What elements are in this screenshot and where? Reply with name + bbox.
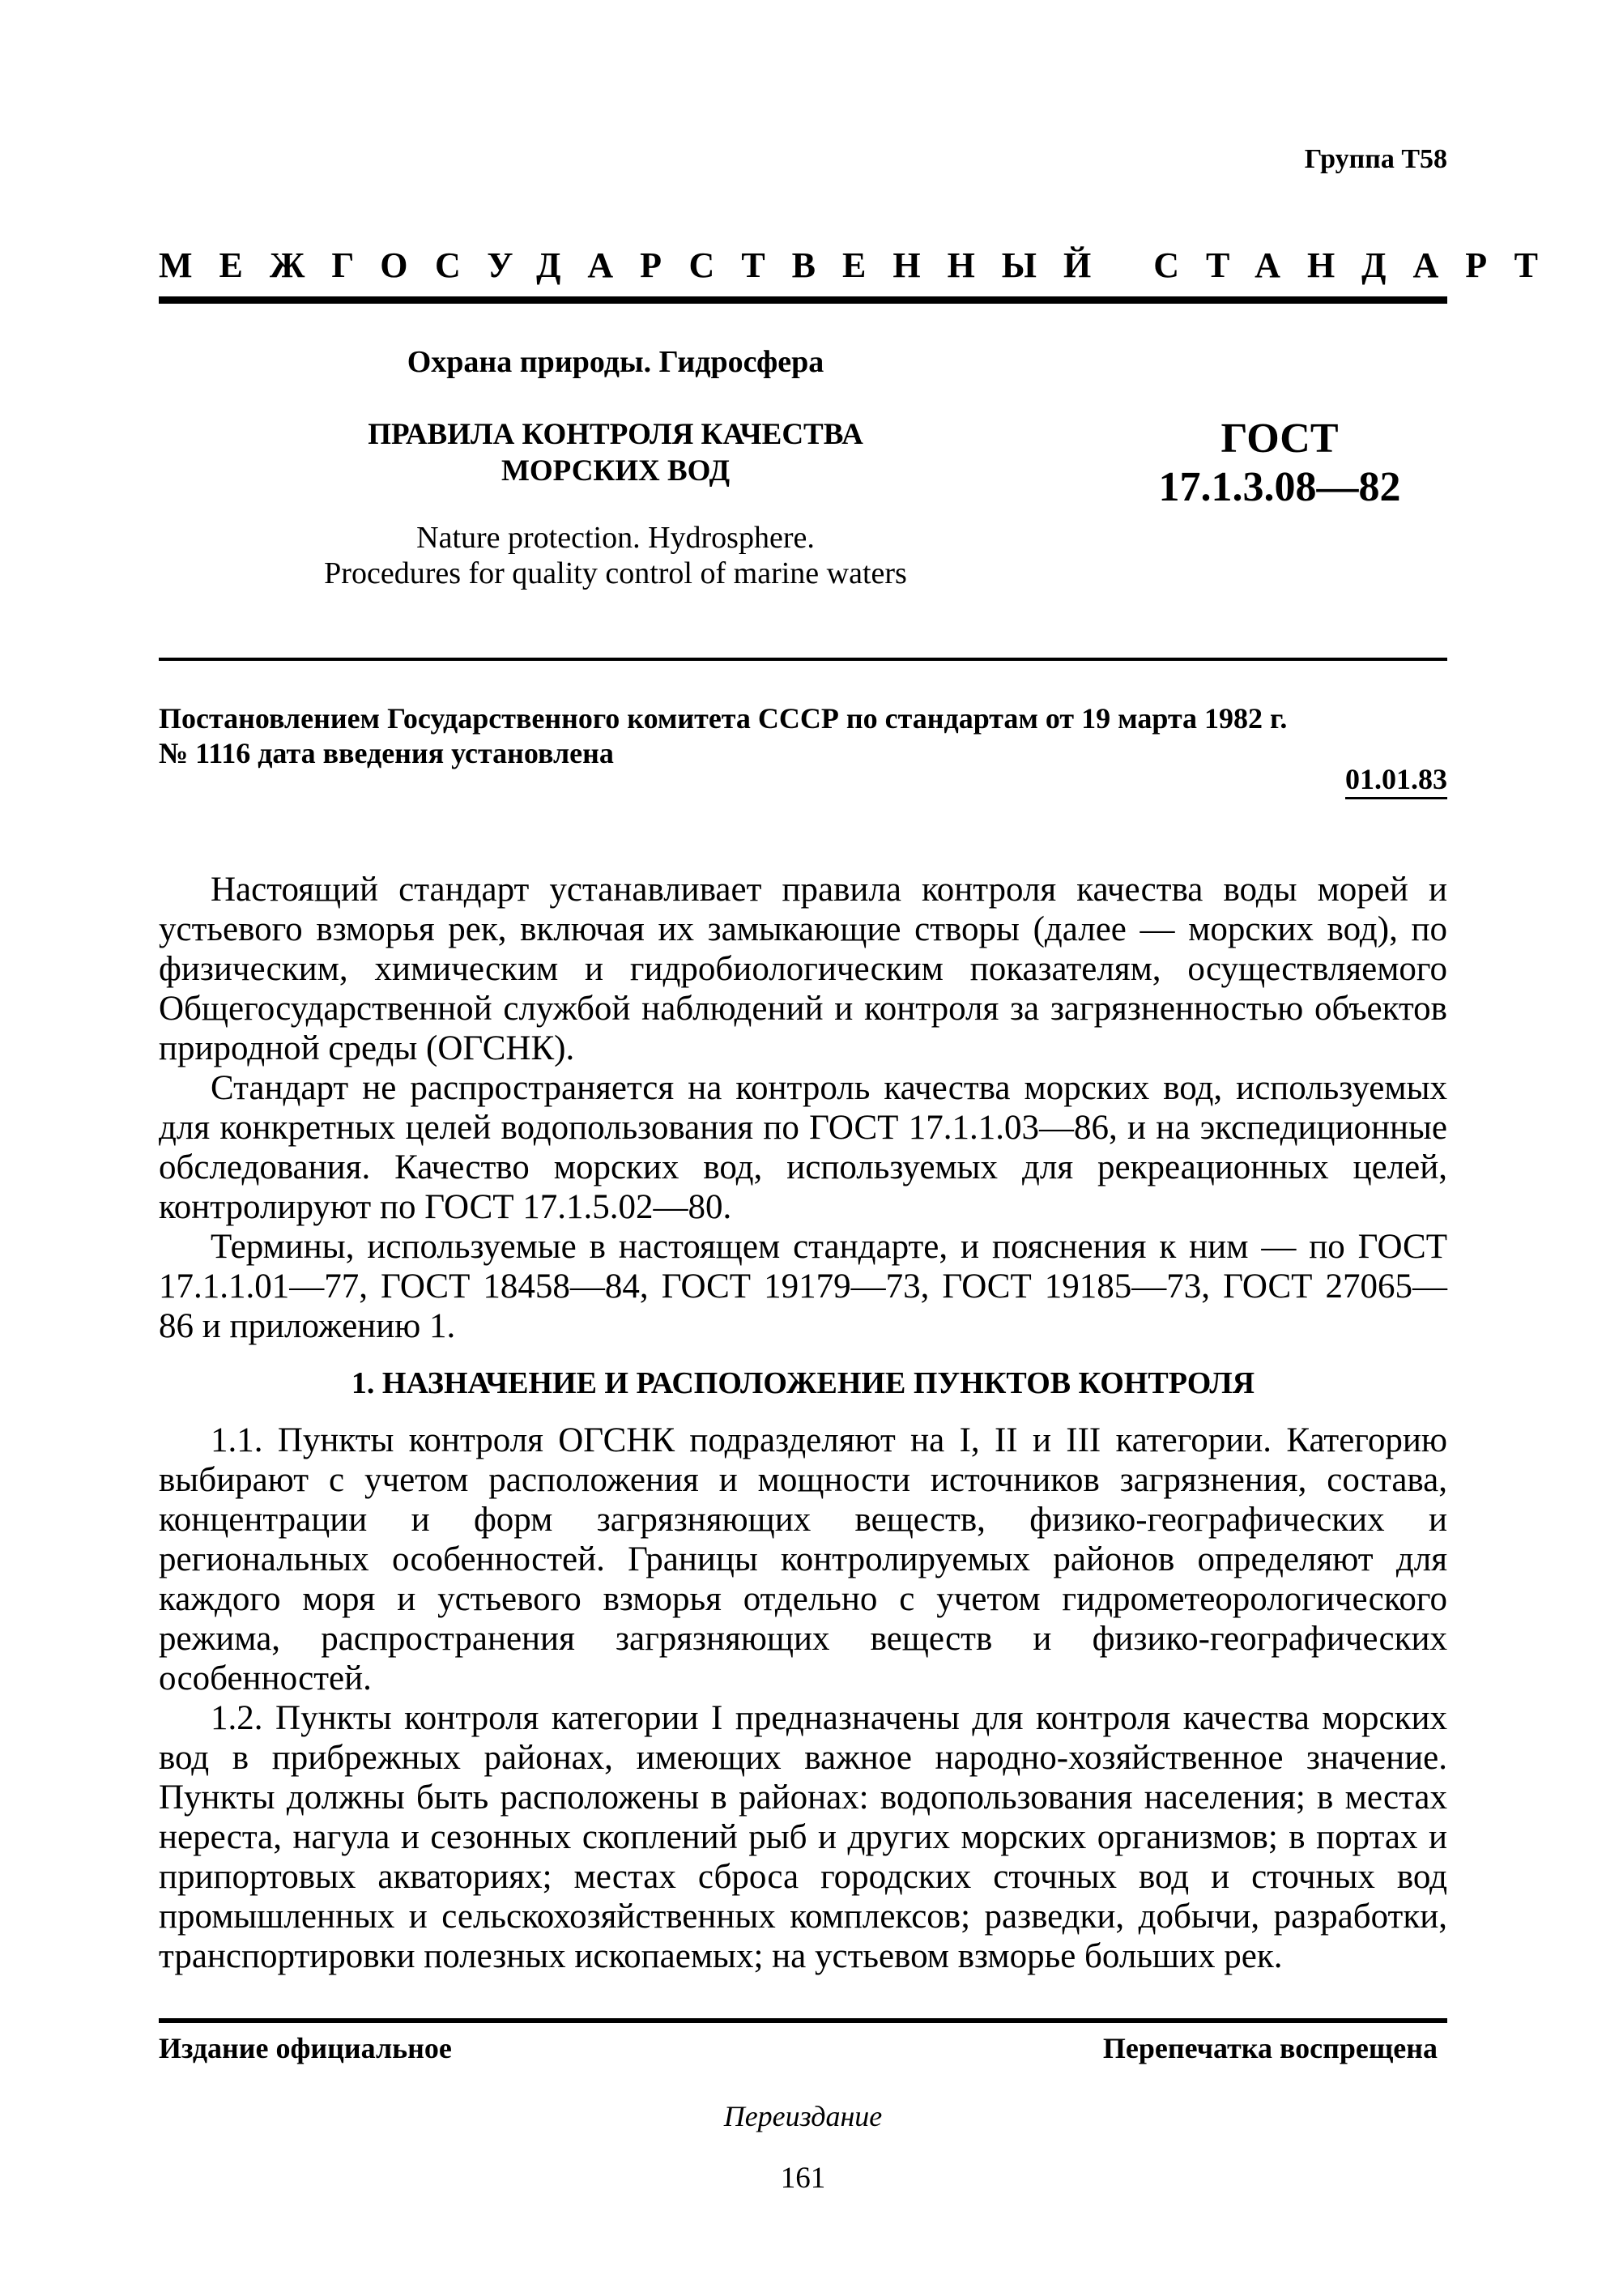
interstate-standard-heading: МЕЖГОСУДАРСТВЕННЫЙ СТАНДАРТ [159, 245, 1565, 285]
title-divider [159, 658, 1447, 661]
group-code: Группа Т58 [1304, 144, 1447, 174]
reissue-label: Переиздание [723, 2100, 883, 2132]
english-title-line-1: Nature protection. Hydrosphere. [416, 521, 815, 555]
paragraph-exclusions: Стандарт не распространяется на контроль качества морских вод, используемых для конкретных целей водопользования по ГОСТ 17.1.1.03—86, и на экспедиционные обследования. Качество морских вод, используемых для рекреационных целей, контролируют по ГОСТ 17.1.5.02—80. [159, 1069, 1447, 1226]
standard-subject: Охрана природы. Гидросфера [407, 345, 824, 379]
standard-title-line-1: ПРАВИЛА КОНТРОЛЯ КАЧЕСТВА [368, 418, 863, 451]
gost-designation [1118, 415, 1442, 512]
header-divider [159, 296, 1447, 304]
reprint-prohibited-label: Перепечатка воспрещена [1102, 2032, 1438, 2064]
gost-label: ГОСТ [1220, 415, 1339, 462]
paragraph-1-1: 1.1. Пункты контроля ОГСНК подразделяют на I, II и III категории. Категорию выбирают с учетом расположения и мощности источников загрязнения, состава, концентрации и форм загрязняющих веществ, физико-географических и региональных особенностей. Границы контролируемых районов определяют для каждого моря и устьевого взморья отдельно с учетом гидрометеорологического режима, распространения загрязняющих веществ и физико-географических особенностей. [159, 1421, 1447, 1698]
decree-text [159, 701, 1447, 771]
introduction-date: 01.01.83 [1345, 761, 1447, 799]
footer-divider [159, 2018, 1447, 2023]
paragraph-scope: Настоящий стандарт устанавливает правила контроля качества воды морей и устьевого взморья рек, включая их замыкающие створы (далее — морских вод), по физическим, химическим и гидробиологическим показателям, осуществляемого Общегосударственной службой наблюдений и контроля за загрязненностью объектов природной среды (ОГСНК). [159, 871, 1447, 1067]
page-number: 161 [780, 2162, 826, 2195]
standard-title [275, 416, 956, 489]
english-title-line-2: Procedures for quality control of marine waters [324, 556, 907, 590]
official-edition-label: Издание официальное [159, 2032, 452, 2064]
decree-line-1: Постановлением Государственного комитета СССР по стандартам от 19 марта 1982 г. [159, 702, 1288, 735]
standard-title-line-2: МОРСКИХ ВОД [501, 454, 731, 488]
section-1-heading: 1. НАЗНАЧЕНИЕ И РАСПОЛОЖЕНИЕ ПУНКТОВ КОНТРОЛЯ [351, 1366, 1255, 1400]
paragraph-1-2: 1.2. Пункты контроля категории I предназначены для контроля качества морских вод в прибрежных районах, имеющих важное народно-хозяйственное значение. Пункты должны быть расположены в районах: водопользования населения; в местах нереста, нагула и сезонных скоплений рыб и других морских организмов; в портах и припортовых акваториях; местах сброса городских сточных вод и сточных вод промышленных и сельскохозяйственных комплексов; разведки, добычи, разработки, транспортировки полезных ископаемых; на устьевом взморье больших рек. [159, 1699, 1447, 1975]
paragraph-terms: Термины, используемые в настоящем стандарте, и пояснения к ним — по ГОСТ 17.1.1.01—77, ГОСТ 18458—84, ГОСТ 19179—73, ГОСТ 19185—73, ГОСТ 27065—86 и приложению 1. [159, 1228, 1447, 1345]
gost-number: 17.1.3.08—82 [1158, 464, 1401, 510]
document-body [159, 870, 1447, 1976]
english-title [243, 520, 988, 591]
decree-line-2: № 1116 дата введения установлена [159, 737, 614, 769]
